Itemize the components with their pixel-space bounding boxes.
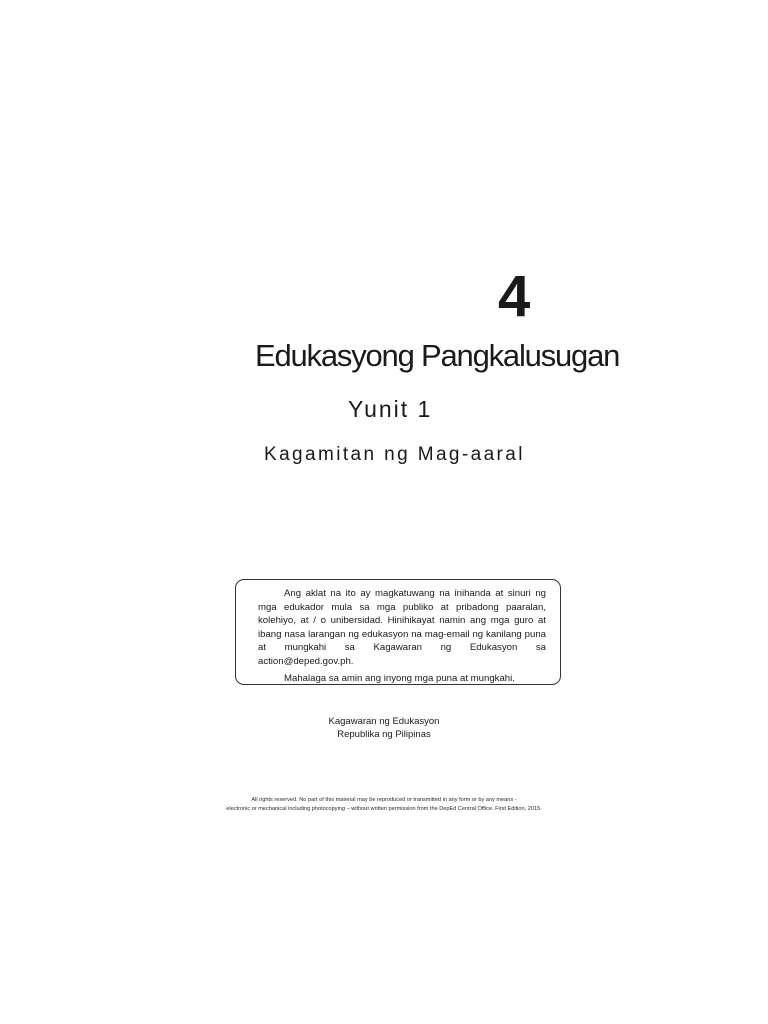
notice-box xyxy=(235,579,561,685)
copyright-notice xyxy=(170,796,598,814)
publisher-line: Kagawaran ng Edukasyon xyxy=(328,716,440,727)
publisher-line: Republika ng Pilipinas xyxy=(337,729,431,740)
copyright-line: electronic or mechanical including photocopying – without written permission from the DepEd Central Office. First Edition, 2015. xyxy=(226,806,542,812)
book-title: Edukasyong Pangkalusugan xyxy=(255,338,620,373)
material-type: Kagamitan ng Mag-aaral xyxy=(264,444,525,465)
notice-paragraph: Mahalaga sa amin ang inyong mga puna at mungkahi. xyxy=(284,673,515,684)
grade-number: 4 xyxy=(498,264,531,329)
notice-paragraph: Ang aklat na ito ay magkatuwang na inihanda at sinuri ng mga edukador mula sa mga publiko at pribadong paaralan, kolehiyo, at / o unibersidad. Hinihikayat namin ang mga guro at ibang nasa larangan ng edukasyon na mag-email ng kanilang puna at mungkahi sa Kagawaran ng Edukasyon sa action@deped.gov.ph. xyxy=(258,588,546,667)
unit-label: Yunit 1 xyxy=(348,396,433,422)
publisher-block xyxy=(284,715,484,741)
copyright-line: All rights reserved. No part of this material may be reproduced or transmitted in any form or by any means - xyxy=(251,797,517,803)
